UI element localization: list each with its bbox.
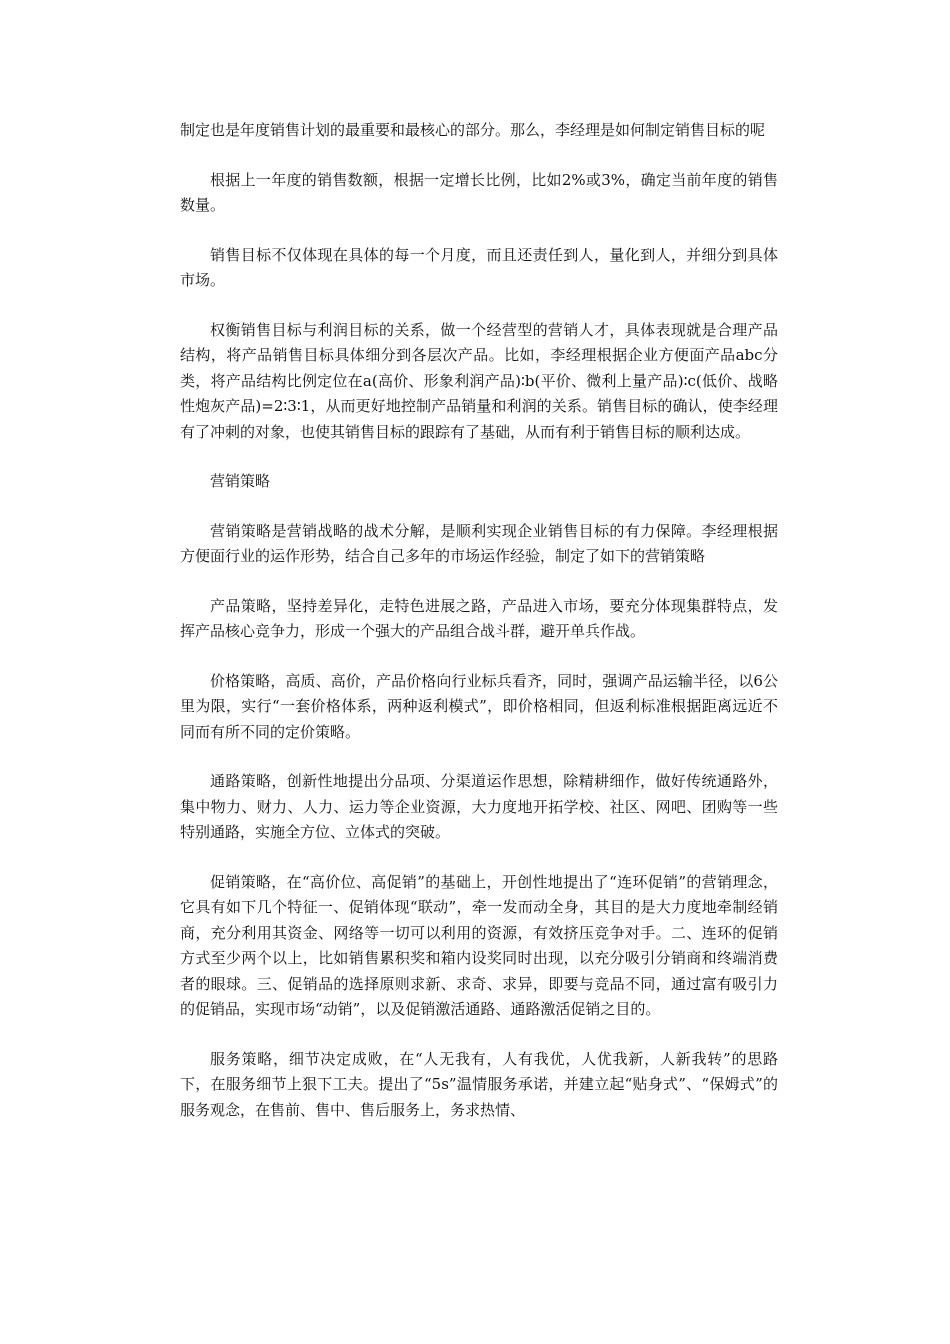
paragraph-promotion-strategy: 促销策略，在“高价位、高促销”的基础上，开创性地提出了“连环促销”的营销理念，它具有如下几个特征一、促销体现“联动”，牵一发而动全身，其目的是大力度地牵制经销商，充分利用其资金、网络等一切可以利用的资源，有效挤压竞争对手。二、连环的促销方式至少两个以上，比如销售累积奖和箱内设奖同时出现，以充分吸引分销商和终端消费者的眼球。三、促销品的选择原则求新、求奇、求异，即要与竞品不同，通过富有吸引力的促销品，实现市场“动销”，以及促销激活通路、通路激活促销之目的。 <box>180 872 778 1018</box>
document-page <box>180 118 778 1147</box>
section-heading-marketing-strategy: 营销策略 <box>210 472 271 490</box>
paragraph-sales-volume: 根据上一年度的销售数额，根据一定增长比例，比如2%或3%，确定当前年度的销售数量。 <box>180 170 778 214</box>
paragraph-target-breakdown: 销售目标不仅体现在具体的每一个月度，而且还责任到人，量化到人，并细分到具体市场。 <box>180 245 778 289</box>
paragraph-intro: 制定也是年度销售计划的最重要和最核心的部分。那么，李经理是如何制定销售目标的呢 <box>180 121 766 139</box>
paragraph-profit-balance: 权衡销售目标与利润目标的关系，做一个经营型的营销人才，具体表现就是合理产品结构，将产品销售目标具体细分到各层次产品。比如，李经理根据企业方便面产品abc分类，将产品结构比例定位在a(高价、形象利润产品)∶b(平价、微利上量产品)∶c(低价、战略性炮灰产品)=2∶3∶1，从而更好地控制产品销量和利润的关系。销售目标的确认，使李经理有了冲刺的对象，也使其销售目标的跟踪有了基础，从而有利于销售目标的顺利达成。 <box>180 320 778 441</box>
paragraph-price-strategy: 价格策略，高质、高价，产品价格向行业标兵看齐，同时，强调产品运输半径，以6公里为限，实行“一套价格体系，两种返利模式”，即价格相同，但返利标准根据距离远近不同而有所不同的定价策略。 <box>180 671 778 741</box>
paragraph-marketing-strategy: 营销策略是营销战略的战术分解，是顺利实现企业销售目标的有力保障。李经理根据方便面行业的运作形势，结合自己多年的市场运作经验，制定了如下的营销策略 <box>180 521 778 565</box>
paragraph-channel-strategy: 通路策略，创新性地提出分品项、分渠道运作思想，除精耕细作，做好传统通路外，集中物力、财力、人力、运力等企业资源，大力度地开拓学校、社区、网吧、团购等一些特别通路，实施全方位、立体式的突破。 <box>180 772 778 841</box>
paragraph-product-strategy: 产品策略，坚持差异化，走特色进展之路，产品进入市场，要充分体现集群特点，发挥产品核心竞争力，形成一个强大的产品组合战斗群，避开单兵作战。 <box>180 596 778 640</box>
paragraph-service-strategy: 服务策略，细节决定成败，在“人无我有，人有我优，人优我新，人新我转”的思路下，在服务细节上狠下工夫。提出了“5s”温情服务承诺，并建立起“贴身式”、“保姆式”的服务观念，在售前、售中、售后服务上，务求热情、 <box>180 1049 778 1119</box>
